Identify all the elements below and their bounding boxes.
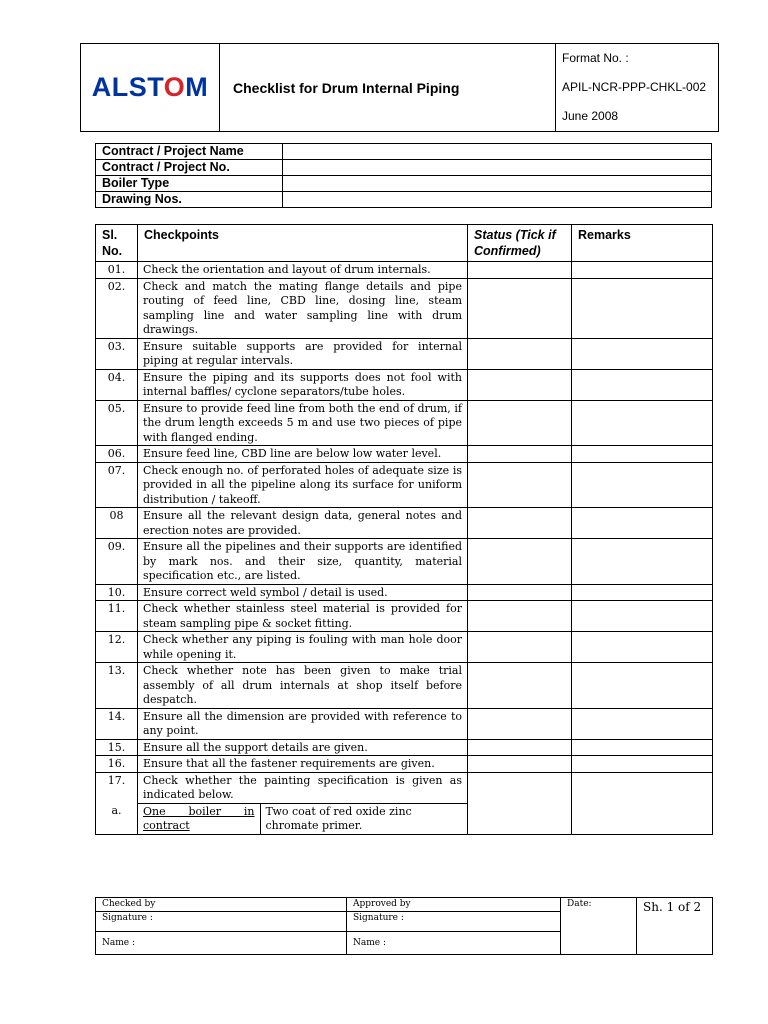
company-logo [81, 44, 220, 132]
project-row [96, 160, 712, 176]
name-label: Name : [353, 938, 386, 948]
logo-text-suffix: M [185, 72, 209, 102]
item-number: 14. [96, 708, 138, 739]
remarks-cell[interactable] [572, 584, 713, 601]
checkpoint-text: Check whether stainless steel material is provided for steam sampling pipe & socket fitting. [138, 601, 468, 632]
table-row [96, 262, 713, 279]
status-cell[interactable] [468, 539, 572, 585]
table-row [96, 708, 713, 739]
checkpoint-text: Ensure to provide feed line from both the end of drum, if the drum length exceeds 5 m and use two pieces of pipe with flanged ending. [138, 400, 468, 446]
status-cell[interactable] [468, 262, 572, 279]
checkpoint-text: Check whether any piping is fouling with man hole door while opening it. [138, 632, 468, 663]
sheet-number: Sh. 1 of 2 [637, 898, 713, 955]
checkpoint-text: Ensure all the support details are given. [138, 739, 468, 756]
item-number: 08 [96, 508, 138, 539]
status-cell[interactable] [468, 632, 572, 663]
signature-label: Signature : [353, 913, 404, 923]
table-row [96, 772, 713, 803]
approved-signature-field[interactable] [347, 912, 561, 932]
project-label: Contract / Project Name [96, 144, 283, 160]
checkpoint-text: Check enough no. of perforated holes of adequate size is provided in all the pipeline along its surface for uniform distribution / takeoff. [138, 462, 468, 508]
item-number: 03. [96, 338, 138, 369]
remarks-cell[interactable] [572, 508, 713, 539]
remarks-cell[interactable] [572, 772, 713, 834]
status-cell[interactable] [468, 803, 572, 834]
status-cell[interactable] [468, 446, 572, 463]
table-row [96, 663, 713, 709]
approved-name-field[interactable] [347, 932, 561, 955]
status-cell[interactable] [468, 369, 572, 400]
table-row [96, 739, 713, 756]
status-cell[interactable] [468, 756, 572, 773]
signature-footer [95, 897, 713, 955]
project-row [96, 176, 712, 192]
checklist-table [95, 224, 713, 835]
date-label: Date: [567, 899, 592, 909]
remarks-cell[interactable] [572, 262, 713, 279]
boiler-type-field[interactable] [283, 176, 712, 192]
format-number: APIL-NCR-PPP-CHKL-002 [562, 80, 707, 94]
checkpoint-text: Ensure feed line, CBD line are below low water level. [138, 446, 468, 463]
item-number: 02. [96, 278, 138, 338]
remarks-cell[interactable] [572, 601, 713, 632]
remarks-cell[interactable] [572, 400, 713, 446]
table-row [96, 278, 713, 338]
checkpoint-text: Ensure the piping and its supports does not fool with internal baffles/ cyclone separators/tube holes. [138, 369, 468, 400]
project-info-table [95, 143, 712, 208]
table-row [96, 601, 713, 632]
item-number: 13. [96, 663, 138, 709]
project-row [96, 192, 712, 208]
table-row [96, 756, 713, 773]
table-row [96, 338, 713, 369]
project-label: Drawing Nos. [96, 192, 283, 208]
remarks-cell[interactable] [572, 369, 713, 400]
table-row [96, 584, 713, 601]
sub-item-number: a. [96, 803, 138, 834]
item-number: 15. [96, 739, 138, 756]
checked-name-field[interactable] [96, 932, 347, 955]
status-cell[interactable] [468, 663, 572, 709]
checkpoint-text: Ensure suitable supports are provided for internal piping at regular intervals. [138, 338, 468, 369]
item-number: 04. [96, 369, 138, 400]
document-header [80, 43, 719, 132]
checkpoint-text: Check whether note has been given to make trial assembly of all drum internals at shop itself before despatch. [138, 663, 468, 709]
status-cell[interactable] [468, 508, 572, 539]
remarks-cell[interactable] [572, 539, 713, 585]
item-number: 07. [96, 462, 138, 508]
painting-spec-cell [138, 803, 468, 834]
remarks-cell[interactable] [572, 632, 713, 663]
table-row [96, 462, 713, 508]
approved-by-label: Approved by [347, 898, 561, 912]
table-row [96, 369, 713, 400]
status-cell[interactable] [468, 462, 572, 508]
project-name-field[interactable] [283, 144, 712, 160]
item-number: 17. [96, 772, 138, 803]
checked-signature-field[interactable] [96, 912, 347, 932]
status-cell[interactable] [468, 584, 572, 601]
status-cell[interactable] [468, 400, 572, 446]
checkpoints-header: Checkpoints [138, 225, 468, 262]
project-no-field[interactable] [283, 160, 712, 176]
project-row [96, 144, 712, 160]
status-cell[interactable] [468, 278, 572, 338]
logo-text-prefix: ALST [91, 72, 164, 102]
checkpoint-text: Check the orientation and layout of drum internals. [138, 262, 468, 279]
painting-spec-table [138, 804, 467, 834]
project-label: Boiler Type [96, 176, 283, 192]
remarks-cell[interactable] [572, 756, 713, 773]
checkpoint-text: Check and match the mating flange details and pipe routing of feed line, CBD line, dosing line, steam sampling line and water sampling line with drum drawings. [138, 278, 468, 338]
table-row [96, 400, 713, 446]
status-cell[interactable] [468, 338, 572, 369]
document-title: Checklist for Drum Internal Piping [220, 44, 556, 132]
item-number: 10. [96, 584, 138, 601]
checkpoint-text: Check whether the painting specification is given as indicated below. [138, 772, 468, 803]
checkpoint-text: Ensure all the relevant design data, general notes and erection notes are provided. [138, 508, 468, 539]
status-cell[interactable] [468, 739, 572, 756]
date-field[interactable] [561, 898, 637, 955]
remarks-cell[interactable] [572, 708, 713, 739]
remarks-cell[interactable] [572, 446, 713, 463]
status-cell[interactable] [468, 601, 572, 632]
name-label: Name : [102, 938, 135, 948]
table-row [96, 508, 713, 539]
item-number: 06. [96, 446, 138, 463]
checkpoint-text: Ensure correct weld symbol / detail is used. [138, 584, 468, 601]
status-cell[interactable] [468, 708, 572, 739]
status-header: Status (Tick if Confirmed) [468, 225, 572, 262]
table-row [96, 446, 713, 463]
remarks-header: Remarks [572, 225, 713, 262]
format-label: Format No. : [562, 51, 629, 65]
item-number: 01. [96, 262, 138, 279]
drawing-nos-field[interactable] [283, 192, 712, 208]
checked-by-label: Checked by [96, 898, 347, 912]
item-number: 11. [96, 601, 138, 632]
table-row [96, 539, 713, 585]
item-number: 05. [96, 400, 138, 446]
checkpoint-text: Ensure all the pipelines and their supports are identified by mark nos. and their size, quantity, material specification etc., are listed. [138, 539, 468, 585]
remarks-cell[interactable] [572, 663, 713, 709]
status-cell[interactable] [468, 772, 572, 803]
project-label: Contract / Project No. [96, 160, 283, 176]
checkpoint-text: Ensure all the dimension are provided with reference to any point. [138, 708, 468, 739]
painting-spec-condition: One boiler in contract [138, 804, 260, 834]
remarks-cell[interactable] [572, 739, 713, 756]
remarks-cell[interactable] [572, 338, 713, 369]
format-date: June 2008 [562, 109, 619, 123]
logo-o-mark: O [163, 72, 186, 102]
checkpoint-text: Ensure that all the fastener requirements are given. [138, 756, 468, 773]
checklist-header-row [96, 225, 713, 262]
painting-spec-requirement: Two coat of red oxide zinc chromate primer. [265, 804, 412, 832]
table-row [96, 632, 713, 663]
remarks-cell[interactable] [572, 278, 713, 338]
remarks-cell[interactable] [572, 462, 713, 508]
format-info [556, 44, 719, 132]
signature-label: Signature : [102, 913, 153, 923]
item-number: 09. [96, 539, 138, 585]
sl-no-header: Sl. No. [96, 225, 138, 262]
item-number: 16. [96, 756, 138, 773]
item-number: 12. [96, 632, 138, 663]
